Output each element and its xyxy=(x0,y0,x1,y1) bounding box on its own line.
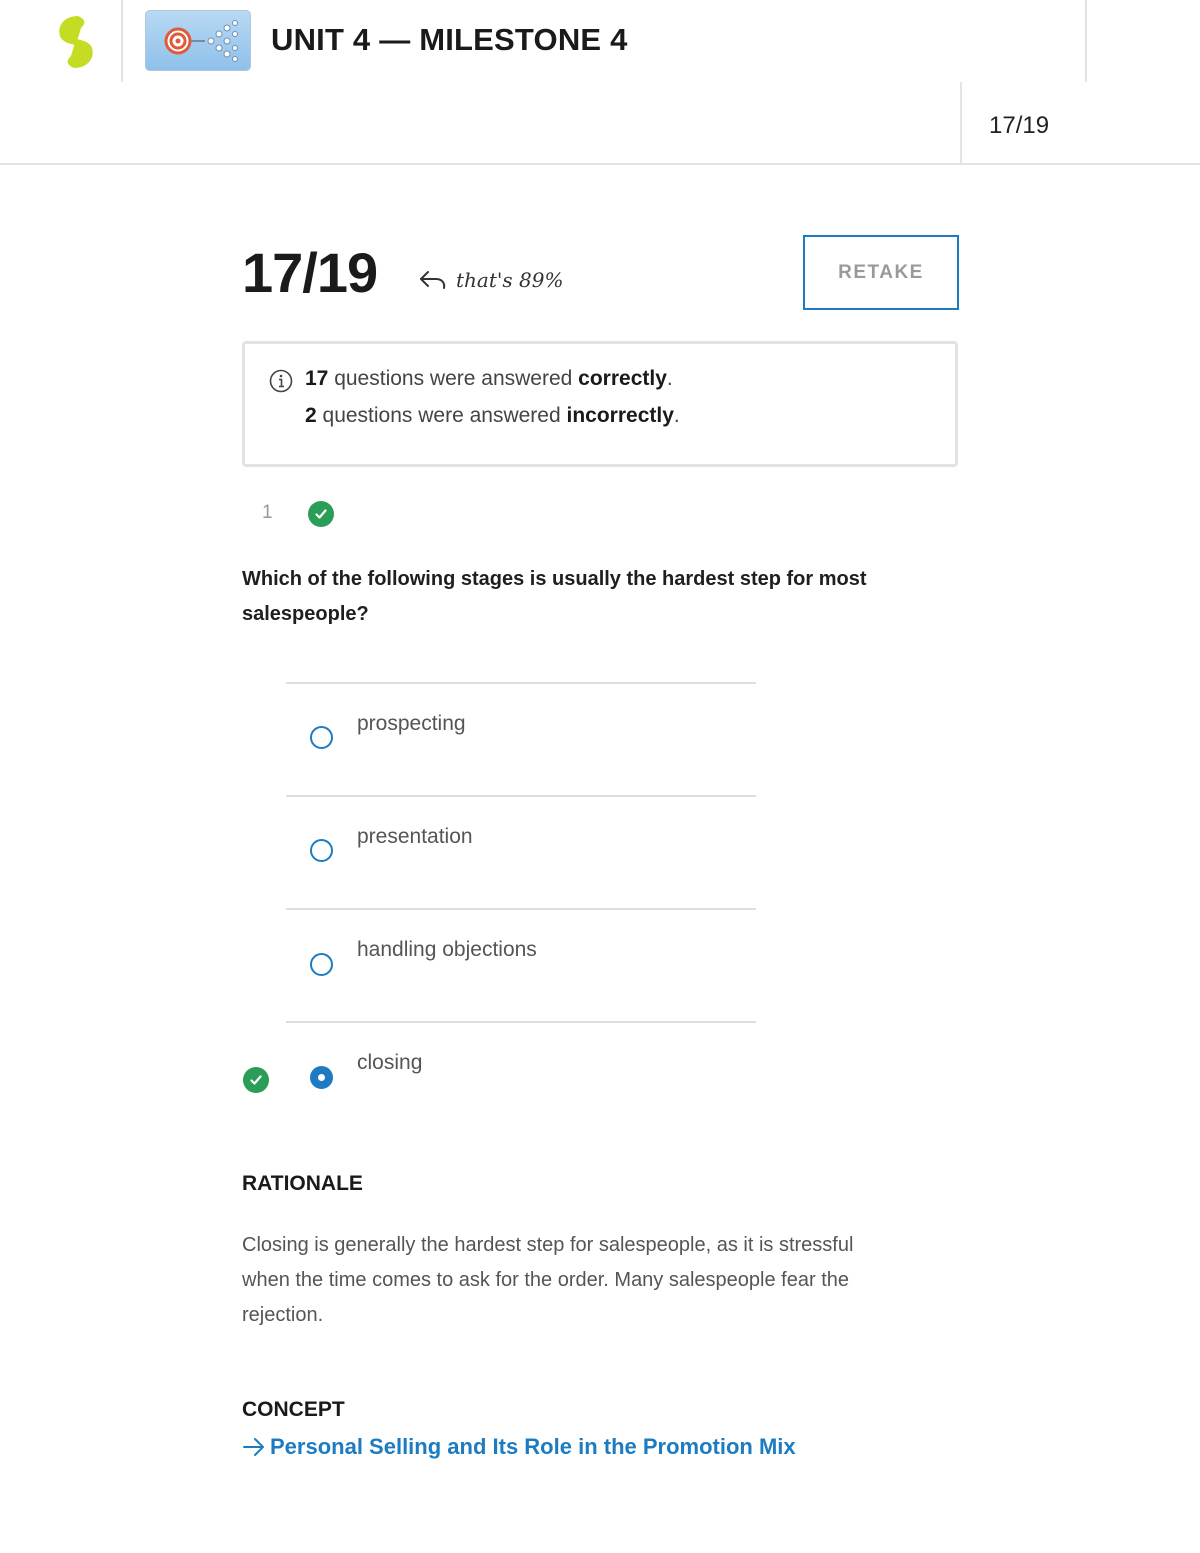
header-divider xyxy=(960,82,962,164)
rationale-heading: RATIONALE xyxy=(242,1172,363,1195)
return-arrow-icon xyxy=(418,266,448,296)
option-label: handling objections xyxy=(357,938,537,961)
correct-summary: 17 questions were answered correctly. xyxy=(305,367,673,390)
option-divider xyxy=(286,682,756,684)
radio-button[interactable] xyxy=(310,839,333,862)
percent-note: that's 89% xyxy=(418,264,563,298)
radio-button-selected[interactable] xyxy=(310,1066,333,1089)
header-divider xyxy=(1085,0,1087,82)
header-divider xyxy=(121,0,123,82)
option-label: presentation xyxy=(357,825,473,848)
concept-heading: CONCEPT xyxy=(242,1398,345,1421)
question-text: Which of the following stages is usually the hardest step for most salespeople? xyxy=(242,568,867,625)
radio-button[interactable] xyxy=(310,953,333,976)
unit-thumbnail xyxy=(145,10,251,71)
correct-answer-check-icon xyxy=(243,1067,269,1093)
retake-button[interactable]: RETAKE xyxy=(803,235,959,310)
sophia-logo[interactable] xyxy=(54,14,98,70)
score-display: 17/19 xyxy=(242,241,378,304)
header-score: 17/19 xyxy=(989,112,1050,139)
correct-check-icon xyxy=(308,501,334,527)
concept-link[interactable]: Personal Selling and Its Role in the Promotion Mix xyxy=(242,1434,796,1460)
incorrect-summary: 2 questions were answered incorrectly. xyxy=(305,404,680,427)
rationale-text: Closing is generally the hardest step for salespeople, as it is stressful when the time comes to ask for the order. Many salespeople fear the rejection. xyxy=(242,1234,854,1326)
option-divider xyxy=(286,795,756,797)
option-label: closing xyxy=(357,1051,423,1074)
info-icon xyxy=(269,369,293,393)
question-number: 1 xyxy=(262,502,273,523)
option-divider xyxy=(286,908,756,910)
radio-button[interactable] xyxy=(310,726,333,749)
header-bottom-rule xyxy=(0,163,1200,165)
page-title: UNIT 4 — MILESTONE 4 xyxy=(271,22,628,57)
arrow-right-icon xyxy=(242,1437,266,1457)
option-divider xyxy=(286,1021,756,1023)
option-label: prospecting xyxy=(357,712,466,735)
